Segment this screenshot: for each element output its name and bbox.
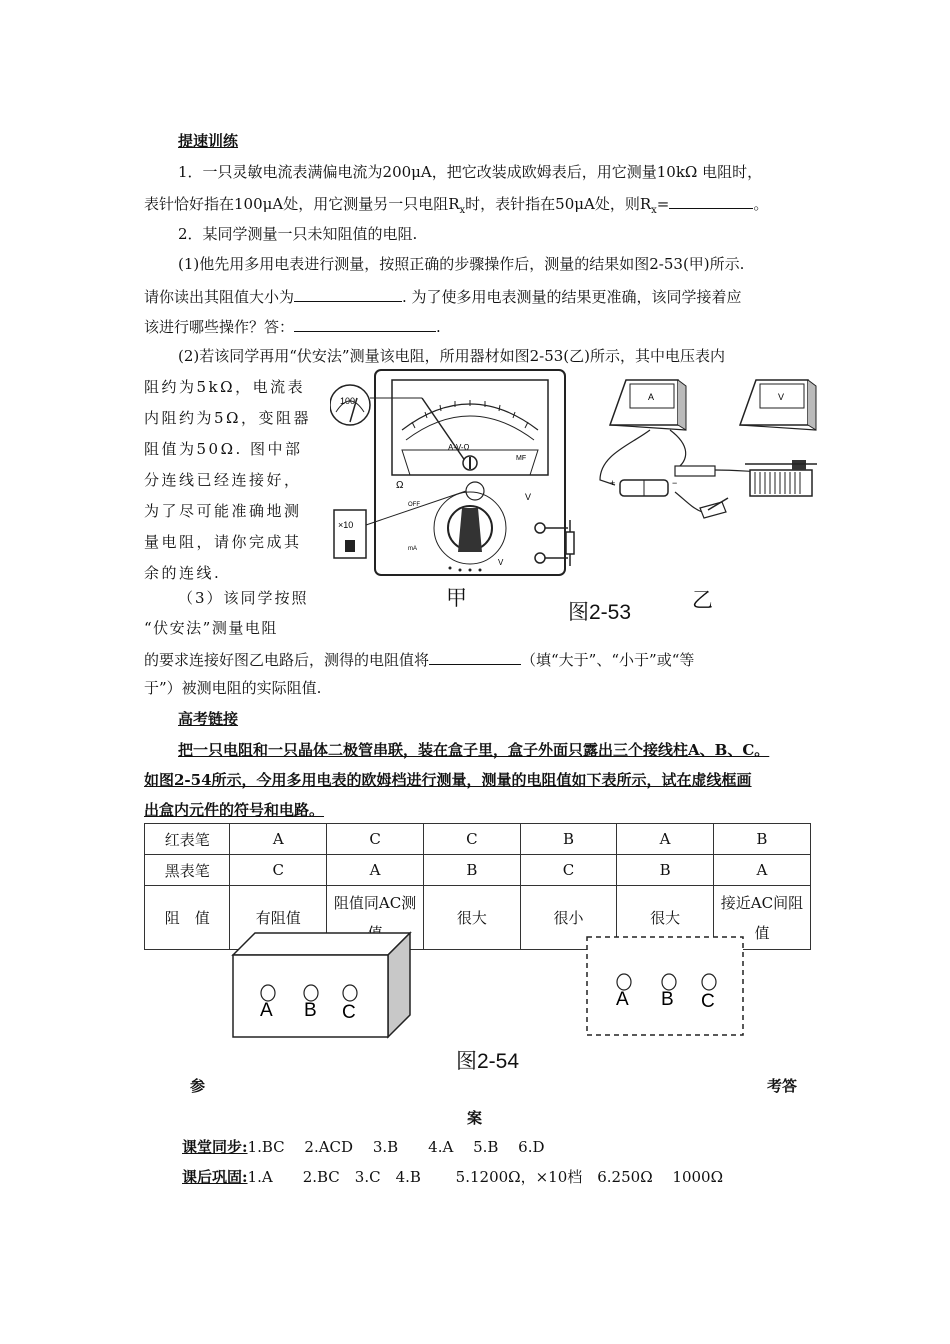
table-cell: B	[617, 855, 714, 886]
table-cell: C	[230, 855, 327, 886]
table-cell: A	[230, 824, 327, 855]
label-yi: 乙	[692, 589, 713, 612]
answer-terminal-b-post	[662, 974, 676, 990]
volt-range-label: V	[498, 558, 504, 567]
ohm-label: Ω	[396, 480, 404, 491]
terminal-c-label: C	[342, 1002, 356, 1023]
answers-heading-next: 案	[467, 1109, 483, 1127]
table-cell: A	[713, 855, 810, 886]
q2-p1-line2	[144, 285, 742, 307]
ma-label: mA	[408, 546, 417, 552]
answers-review-text: 1.A 2.BC 3.C 4.B 5.1200Ω，×10档 6.250Ω 1000Ω	[247, 1168, 724, 1186]
voltmeter	[740, 380, 816, 430]
ammeter	[610, 380, 686, 430]
q2-compare-blank[interactable]	[429, 648, 521, 665]
table-cell: 很大	[424, 886, 521, 950]
negative-jack	[535, 553, 545, 563]
q2-p3-wrap-line: （3）该同学按照	[178, 589, 309, 607]
q2-title: 2．某同学测量一只未知阻值的电阻.	[178, 225, 418, 243]
box-top-face	[233, 933, 410, 955]
q2-p3-text-a: 的要求连接好图乙电路后，测得的电阻值将	[144, 651, 430, 669]
terminal-b-post	[304, 985, 318, 1001]
answers-heading-left: 参	[190, 1077, 206, 1095]
q2-p2-wrap-line: 为了尽可能准确地测	[144, 502, 302, 520]
ammeter-label: A	[648, 392, 655, 402]
table-cell: A	[327, 855, 424, 886]
terminal-a-post	[261, 985, 275, 1001]
q2-p2-wrap-line: 内阻约为5Ω，变阻器	[144, 409, 311, 427]
off-label: OFF	[408, 502, 420, 508]
resistor-rx	[675, 466, 715, 476]
answers-line1	[182, 1137, 545, 1157]
terminal-a-label: A	[260, 1000, 273, 1021]
q2-resistance-blank[interactable]	[294, 285, 402, 302]
table-row	[145, 824, 811, 855]
terminal-c-post	[343, 985, 357, 1001]
figure-2-54	[225, 925, 755, 1045]
battery	[610, 478, 677, 496]
dial-reading-label: 100	[340, 396, 356, 406]
q1-text-end: 。	[753, 195, 769, 213]
gaokao-para-line3: 出盒内元件的符号和电路。	[144, 801, 325, 819]
svg-text:+: +	[610, 478, 616, 488]
gaokao-para-line1: 把一只电阻和一只晶体二极管串联，装在盒子里，盒子外面只露出三个接线柱A、B、C。	[178, 741, 770, 759]
rheostat	[745, 460, 817, 496]
answer-terminal-b-label: B	[661, 989, 674, 1010]
answers-line2	[182, 1167, 723, 1187]
q2-p1-text-b: . 为了使多用电表测量的结果更准确，该同学接着应	[402, 288, 742, 306]
table-cell: 很小	[520, 886, 617, 950]
q1-line2	[144, 192, 768, 221]
table-cell: C	[520, 855, 617, 886]
answer-terminal-a-post	[617, 974, 631, 990]
table-cell: 阻 值	[145, 886, 230, 950]
volt-jack-label: V	[525, 492, 532, 502]
q2-p1-line3	[144, 315, 441, 337]
q2-p1-text-a: 请你读出其阻值大小为	[144, 288, 295, 306]
table-cell: B	[713, 824, 810, 855]
switch	[700, 498, 728, 518]
q1-text-b: 时，表针指在50μA处，则R	[465, 195, 652, 213]
answers-class-sync-text: 1.BC 2.ACD 3.B 4.A 5.B 6.D	[247, 1138, 545, 1156]
table-cell: 很大	[617, 886, 714, 950]
q2-p3-text-b: （填“大于”、“小于”或“等	[521, 651, 695, 669]
q2-p1-line1: (1)他先用多用电表进行测量，按照正确的步骤操作后，测量的结果如图2-53(甲)所示.	[178, 255, 745, 273]
q2-p2-wrap-line: 阻值为50Ω. 图中部	[144, 440, 303, 458]
table-cell: C	[424, 824, 521, 855]
q2-p1-text-d: .	[436, 318, 441, 336]
table-cell: A	[617, 824, 714, 855]
q1-answer-blank[interactable]	[669, 192, 753, 209]
q2-p3-line4: 于”）被测电阻的实际阻值.	[144, 679, 322, 697]
table-cell: 红表笔	[145, 824, 230, 855]
q2-p2-wrap-line: 余的连线.	[144, 564, 222, 582]
section-title-training: 提速训练	[178, 132, 239, 150]
q1-line1: 1．一只灵敏电流表满偏电流为200μA，把它改装成欧姆表后，用它测量10kΩ 电阻时，	[178, 163, 763, 181]
figure-2-54-caption: 图2-54	[456, 1050, 520, 1073]
figure-2-53-caption: 图2-53	[568, 601, 632, 624]
q2-p2-wrap-line: 分连线已经连接好，	[144, 471, 302, 489]
answers-class-sync-label: 课堂同步:	[182, 1138, 248, 1156]
label-jia: 甲	[446, 587, 467, 610]
q2-p1-text-c: 该进行哪些操作？答：	[144, 318, 295, 336]
meter-scale-label: A-V-Ω	[448, 443, 470, 452]
resistor-under-test	[566, 532, 574, 554]
q2-p2-line1: (2)若该同学再用“伏安法”测量该电阻，所用器材如图2-53(乙)所示，其中电压表内	[178, 347, 725, 365]
answer-terminal-a-label: A	[616, 989, 629, 1010]
answer-terminal-c-label: C	[701, 991, 715, 1012]
meter-brand: MF	[516, 455, 527, 462]
q2-p2-wrap-line: 阻约为5kΩ，电流表	[144, 378, 306, 396]
q1-sub-x: x	[459, 205, 466, 216]
table-cell: C	[327, 824, 424, 855]
range-callout-label: ×10	[338, 520, 354, 530]
table-row	[145, 855, 811, 886]
table-cell: 阻值同AC测	[327, 886, 424, 950]
table-cell: B	[424, 855, 521, 886]
section-title-gaokao: 高考链接	[178, 710, 239, 728]
voltmeter-label: V	[778, 392, 785, 402]
answers-heading-right: 考答	[767, 1077, 798, 1095]
table-cell: 黑表笔	[145, 855, 230, 886]
table-cell: 有阻值	[230, 886, 327, 950]
table-cell: B	[520, 824, 617, 855]
q2-p3-wrap-line: “伏安法”测量电阻	[144, 619, 278, 637]
gaokao-para-line2: 如图2-54所示，今用多用电表的欧姆档进行测量，测量的电阻值如下表所示，试在虚线框画	[144, 771, 752, 789]
svg-text:−: −	[672, 478, 678, 488]
selector-pointer	[458, 508, 482, 552]
q2-p2-wrap-line: 量电阻，请你完成其	[144, 533, 302, 551]
answers-review-label: 课后巩固:	[182, 1168, 248, 1186]
q1-text-a: 表针恰好指在100μA处，用它测量另一只电阻R	[144, 195, 460, 213]
terminal-b-label: B	[304, 1000, 317, 1021]
q1-sub-x2: x	[651, 205, 657, 216]
q2-operation-blank[interactable]	[294, 315, 436, 332]
positive-jack	[535, 523, 545, 533]
figure-2-53	[330, 360, 820, 630]
answer-terminal-c-post	[702, 974, 716, 990]
q2-p3-line3	[144, 648, 694, 670]
table-cell: 接近AC间阻值	[713, 886, 810, 950]
q1-text-c: =	[656, 195, 670, 213]
